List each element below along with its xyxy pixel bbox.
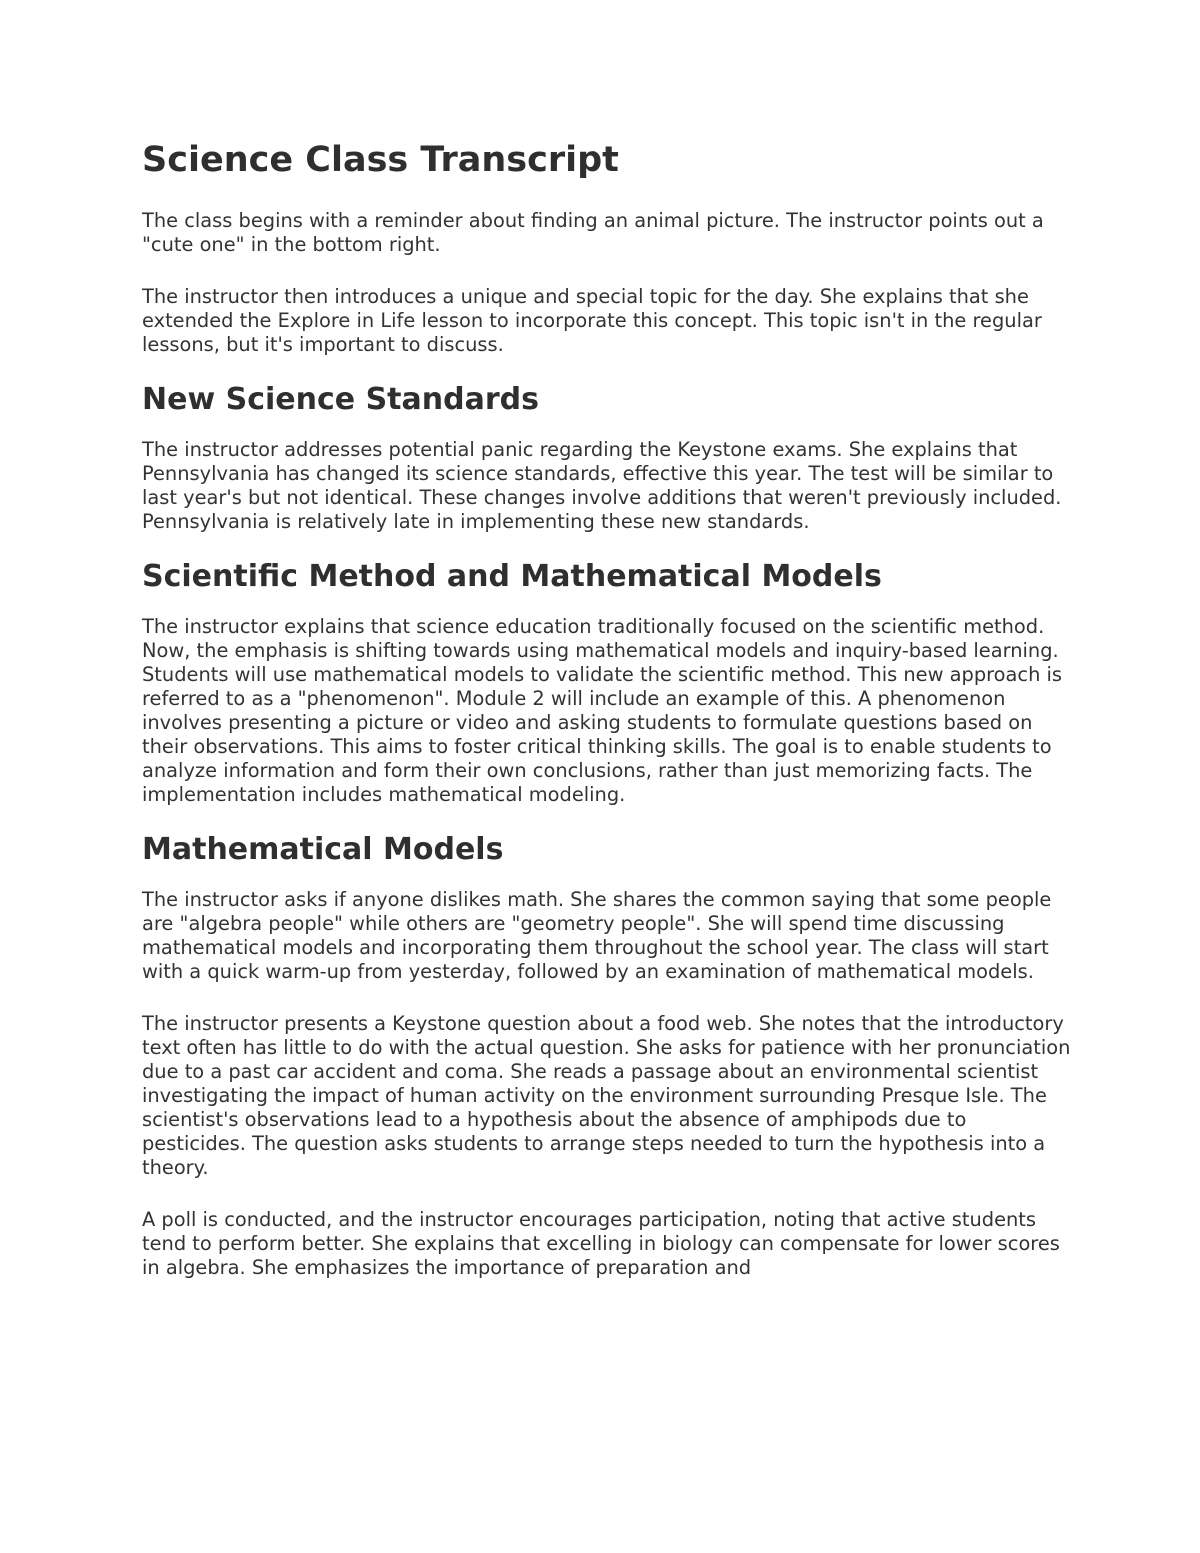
document-title: Science Class Transcript	[142, 140, 619, 180]
section-heading-mathematical-models: Mathematical Models	[142, 832, 504, 867]
section-heading-scientific-method: Scientific Method and Mathematical Models	[142, 559, 882, 594]
section-paragraph: The instructor presents a Keystone question about a food web. She notes that the introductory text often has little to do with the actual question. She asks for patience with her pronunciation due to a past car accident and coma. She reads a passage about an environmental scientist investigating the impact of human activity on the environment surrounding Presque Isle. The scientist's observations lead to a hypothesis about the absence of amphipods due to pesticides. The question asks students to arrange steps needed to turn the hypothesis into a theory.	[142, 1012, 1071, 1179]
section-paragraph: A poll is conducted, and the instructor encourages participation, noting that active students tend to perform better. She explains that excelling in biology can compensate for lower scores in algebra. She emphasizes the importance of preparation and	[142, 1208, 1060, 1279]
section-heading-new-science-standards: New Science Standards	[142, 382, 539, 417]
document-page	[142, 138, 1072, 1280]
intro-paragraph-2: The instructor then introduces a unique and special topic for the day. She explains that she extended the Explore in Life lesson to incorporate this concept. This topic isn't in the regular lessons, but it's important to discuss.	[142, 285, 1042, 356]
intro-paragraph-1: The class begins with a reminder about finding an animal picture. The instructor points out a "cute one" in the bottom right.	[142, 209, 1044, 256]
section-paragraph: The instructor addresses potential panic regarding the Keystone exams. She explains that Pennsylvania has changed its science standards, effective this year. The test will be similar to last year's but not identical. These changes involve additions that weren't previously included. Pennsylvania is relatively late in implementing these new standards.	[142, 438, 1062, 533]
section-paragraph: The instructor explains that science education traditionally focused on the scientific method. Now, the emphasis is shifting towards using mathematical models and inquiry-based learning. Students will use mathematical models to validate the scientific method. This new approach is referred to as a "phenomenon". Module 2 will include an example of this. A phenomenon involves presenting a picture or video and asking students to formulate questions based on their observations. This aims to foster critical thinking skills. The goal is to enable students to analyze information and form their own conclusions, rather than just memorizing facts. The implementation includes mathematical modeling.	[142, 615, 1063, 806]
section-paragraph: The instructor asks if anyone dislikes math. She shares the common saying that some people are "algebra people" while others are "geometry people". She will spend time discussing mathematical models and incorporating them throughout the school year. The class will start with a quick warm-up from yesterday, followed by an examination of mathematical models.	[142, 888, 1052, 983]
